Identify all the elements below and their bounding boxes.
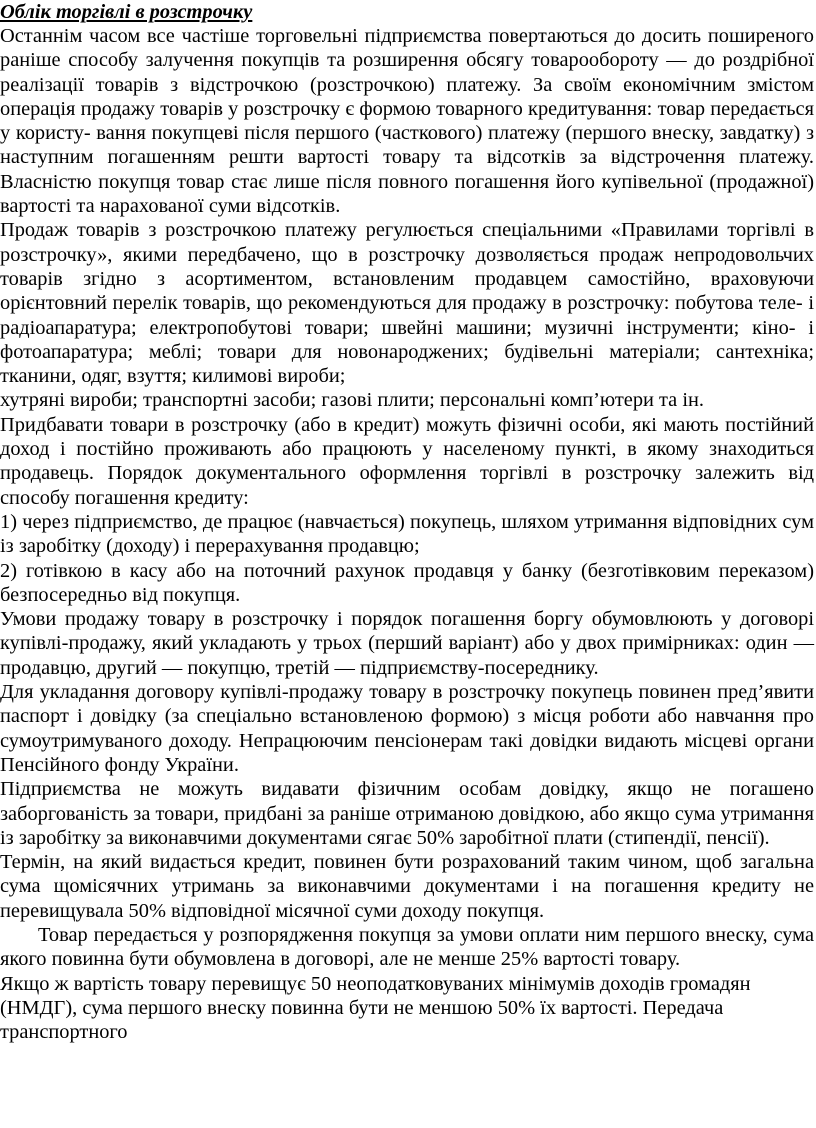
paragraph-credit-term: Термін, на який видається кредит, повинен бути розрахований таким чином, щоб загальна сума щомісячних утримань за виконавчими документами і на погашення кредиту не перевищувала 50% відповідної місячної суми доходу покупця. [0, 851, 814, 922]
list-item-payment-method-2: 2) готівкою в касу або на поточний рахунок продавця у банку (безготівковим переказом) безпосередньо від покупця. [0, 559, 814, 606]
document-title: Облік торгівлі в розстрочку [0, 1, 253, 23]
paragraph-first-payment: Товар передається у розпорядження покупця за умови оплати ним першого внеску, сума якого повинна бути обумовлена в договорі, але не менше 25% вартості товару. [0, 923, 814, 971]
list-item-payment-method-1: 1) через підприємство, де працює (навчається) покупець, шляхом утримання відповідних сум із заробітку (доходу) і перерахування продавцю; [0, 510, 814, 558]
paragraph-rules-continued: хутряні вироби; транспортні засоби; газові плити; персональні комп’ютери та ін. [0, 389, 705, 412]
paragraph-rules: Продаж товарів з розстрочкою платежу регулюється спеціальними «Правилами торгівлі в розстрочку», якими передбачено, що в розстрочку дозволяється продаж непродовольчих товарів згідно з асортиментом, встановленим продавцем самостійно, враховуючи орієнтовний перелік товарів, що рекомендуються для продажу в розстрочку: побутова теле- і радіоапаратура; електропобутові товари; швейні машини; музичні інструменти; кіно- і фотоапаратура; меблі; товари для новонароджених; будівельні матеріали; сантехніка; тканини, одяг, взуття; килимові вироби; [0, 219, 814, 388]
paragraph-contract: Умови продажу товару в розстрочку і порядок погашення боргу обумовлюють у договорі купівлі-продажу, який укладають у трьох (перший варіант) або у двох примірниках: один — продавцю, другий — покупцю, третій — підприємству-посереднику. [0, 608, 814, 679]
paragraph-restrictions: Підприємства не можуть видавати фізичним особам довідку, якщо не погашено заборгованість за товари, придбані за раніше отриманою довідкою, або якщо сума утримання із заробітку за виконавчими документами сягає 50% заробітної плати (стипендії, пенсії). [0, 778, 814, 849]
paragraph-buyers: Придбавати товари в розстрочку (або в кредит) можуть фізичні особи, які мають постійний доход і постійно проживають або працюють у населеному пункті, в якому знаходиться продавець. Порядок документального оформлення торгівлі в розстрочку залежить від способу погашення кредиту: [0, 413, 814, 509]
paragraph-intro: Останнім часом все частіше торговельні підприємства повертаються до досить поширеного раніше способу залучення покупців та розширення обсягу товарообороту — до роздрібної реалізації товарів з відстрочкою (розстрочкою) платежу. За своїм економічним змістом операція продажу товарів у розстрочку є формою товарного кредитування: товар передається у користу- вання покупцеві після першого (часткового) платежу (першого внеску, завдатку) з наступним погашенням решти вартості товару та відсотків за відстрочення платежу. Власністю покупця товар стає лише після повного погашення його купівельної (продажної) вартості та нарахованої суми відсотків. [0, 25, 814, 218]
paragraph-nmdg: Якщо ж вартість товару перевищує 50 неоподатковуваних мінімумів доходів громадян (НМДГ), сума першого внеску повинна бути не меншою 50% їх вартості. Передача транспортного [0, 972, 751, 1044]
paragraph-documents: Для укладання договору купівлі-продажу товару в розстрочку покупець повинен пред’явити паспорт і довідку (за спеціально встановленою формою) з місця роботи або навчання про сумоутримуваного доходу. Непрацюючим пенсіонерам такі довідки видають місцеві органи Пенсійного фонду України. [0, 681, 814, 776]
